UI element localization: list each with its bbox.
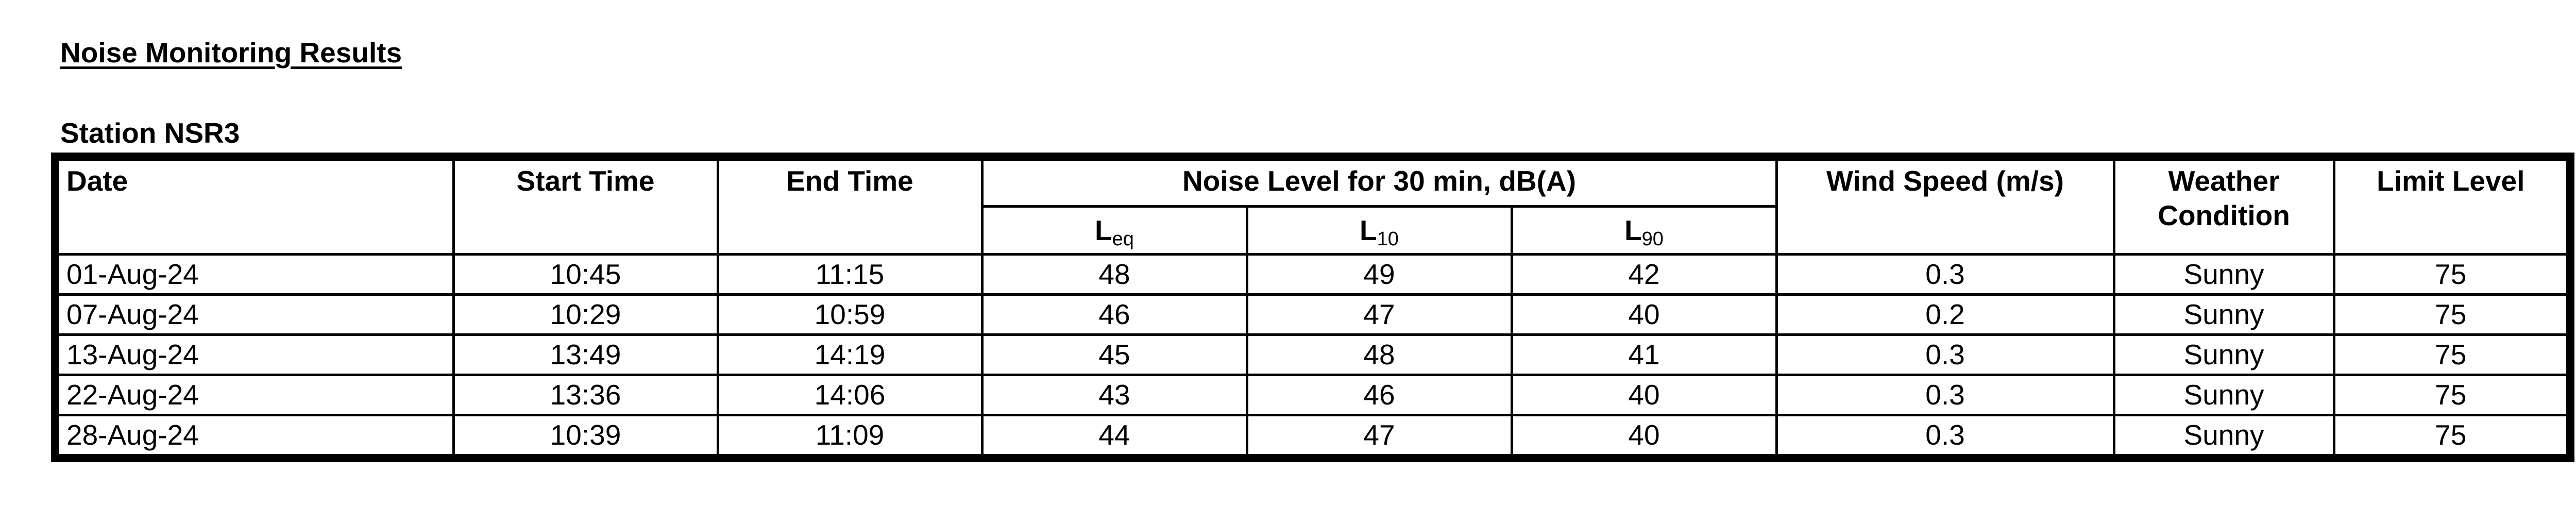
cell-l90: 40 xyxy=(1512,415,1776,459)
cell-weather: Sunny xyxy=(2114,415,2334,459)
cell-l90: 41 xyxy=(1512,335,1776,375)
cell-l10: 47 xyxy=(1247,415,1512,459)
cell-l10: 48 xyxy=(1247,335,1512,375)
cell-limit-level: 75 xyxy=(2334,295,2570,335)
station-label: Station NSR3 xyxy=(60,117,240,149)
cell-leq: 45 xyxy=(982,335,1247,375)
cell-weather: Sunny xyxy=(2114,335,2334,375)
header-start-time: Start Time xyxy=(453,157,718,255)
header-limit-level: Limit Level xyxy=(2334,157,2570,255)
header-l10 xyxy=(1247,207,1512,255)
header-date: Date xyxy=(55,157,453,255)
cell-date: 01-Aug-24 xyxy=(55,255,453,295)
cell-wind-speed: 0.3 xyxy=(1776,335,2114,375)
table-row xyxy=(55,335,2570,375)
cell-wind-speed: 0.3 xyxy=(1776,255,2114,295)
cell-l90: 40 xyxy=(1512,295,1776,335)
table-row xyxy=(55,415,2570,459)
cell-start-time: 10:39 xyxy=(453,415,718,459)
cell-weather: Sunny xyxy=(2114,295,2334,335)
header-l10-sub: 10 xyxy=(1377,228,1399,250)
cell-leq: 46 xyxy=(982,295,1247,335)
cell-date: 28-Aug-24 xyxy=(55,415,453,459)
document-title: Noise Monitoring Results xyxy=(60,37,402,69)
header-leq xyxy=(982,207,1247,255)
cell-end-time: 11:15 xyxy=(718,255,982,295)
header-end-time: End Time xyxy=(718,157,982,255)
cell-wind-speed: 0.2 xyxy=(1776,295,2114,335)
cell-l90: 42 xyxy=(1512,255,1776,295)
cell-wind-speed: 0.3 xyxy=(1776,375,2114,415)
header-l90-sub: 90 xyxy=(1641,228,1664,250)
header-l90 xyxy=(1512,207,1776,255)
table-row xyxy=(55,295,2570,335)
cell-end-time: 14:06 xyxy=(718,375,982,415)
header-row xyxy=(55,157,2570,207)
header-wind-speed: Wind Speed (m/s) xyxy=(1776,157,2114,255)
cell-leq: 48 xyxy=(982,255,1247,295)
header-leq-sub: eq xyxy=(1112,228,1134,250)
header-weather-line2: Condition xyxy=(2158,199,2290,231)
header-l10-base: L xyxy=(1360,214,1377,246)
cell-limit-level: 75 xyxy=(2334,255,2570,295)
cell-l10: 49 xyxy=(1247,255,1512,295)
cell-leq: 43 xyxy=(982,375,1247,415)
header-weather-condition xyxy=(2114,157,2334,255)
cell-l10: 46 xyxy=(1247,375,1512,415)
cell-start-time: 10:29 xyxy=(453,295,718,335)
cell-date: 22-Aug-24 xyxy=(55,375,453,415)
cell-limit-level: 75 xyxy=(2334,335,2570,375)
cell-date: 13-Aug-24 xyxy=(55,335,453,375)
header-weather-line1: Weather xyxy=(2168,165,2280,197)
cell-limit-level: 75 xyxy=(2334,375,2570,415)
cell-start-time: 13:49 xyxy=(453,335,718,375)
cell-end-time: 10:59 xyxy=(718,295,982,335)
cell-date: 07-Aug-24 xyxy=(55,295,453,335)
header-noise-level-group: Noise Level for 30 min, dB(A) xyxy=(982,157,1776,207)
cell-wind-speed: 0.3 xyxy=(1776,415,2114,459)
cell-l10: 47 xyxy=(1247,295,1512,335)
table-row xyxy=(55,255,2570,295)
cell-start-time: 10:45 xyxy=(453,255,718,295)
header-leq-base: L xyxy=(1095,214,1112,246)
cell-weather: Sunny xyxy=(2114,375,2334,415)
cell-end-time: 11:09 xyxy=(718,415,982,459)
cell-limit-level: 75 xyxy=(2334,415,2570,459)
header-l90-base: L xyxy=(1624,214,1642,246)
table-row xyxy=(55,375,2570,415)
cell-l90: 40 xyxy=(1512,375,1776,415)
noise-results-table xyxy=(51,153,2574,462)
cell-end-time: 14:19 xyxy=(718,335,982,375)
cell-weather: Sunny xyxy=(2114,255,2334,295)
cell-start-time: 13:36 xyxy=(453,375,718,415)
cell-leq: 44 xyxy=(982,415,1247,459)
